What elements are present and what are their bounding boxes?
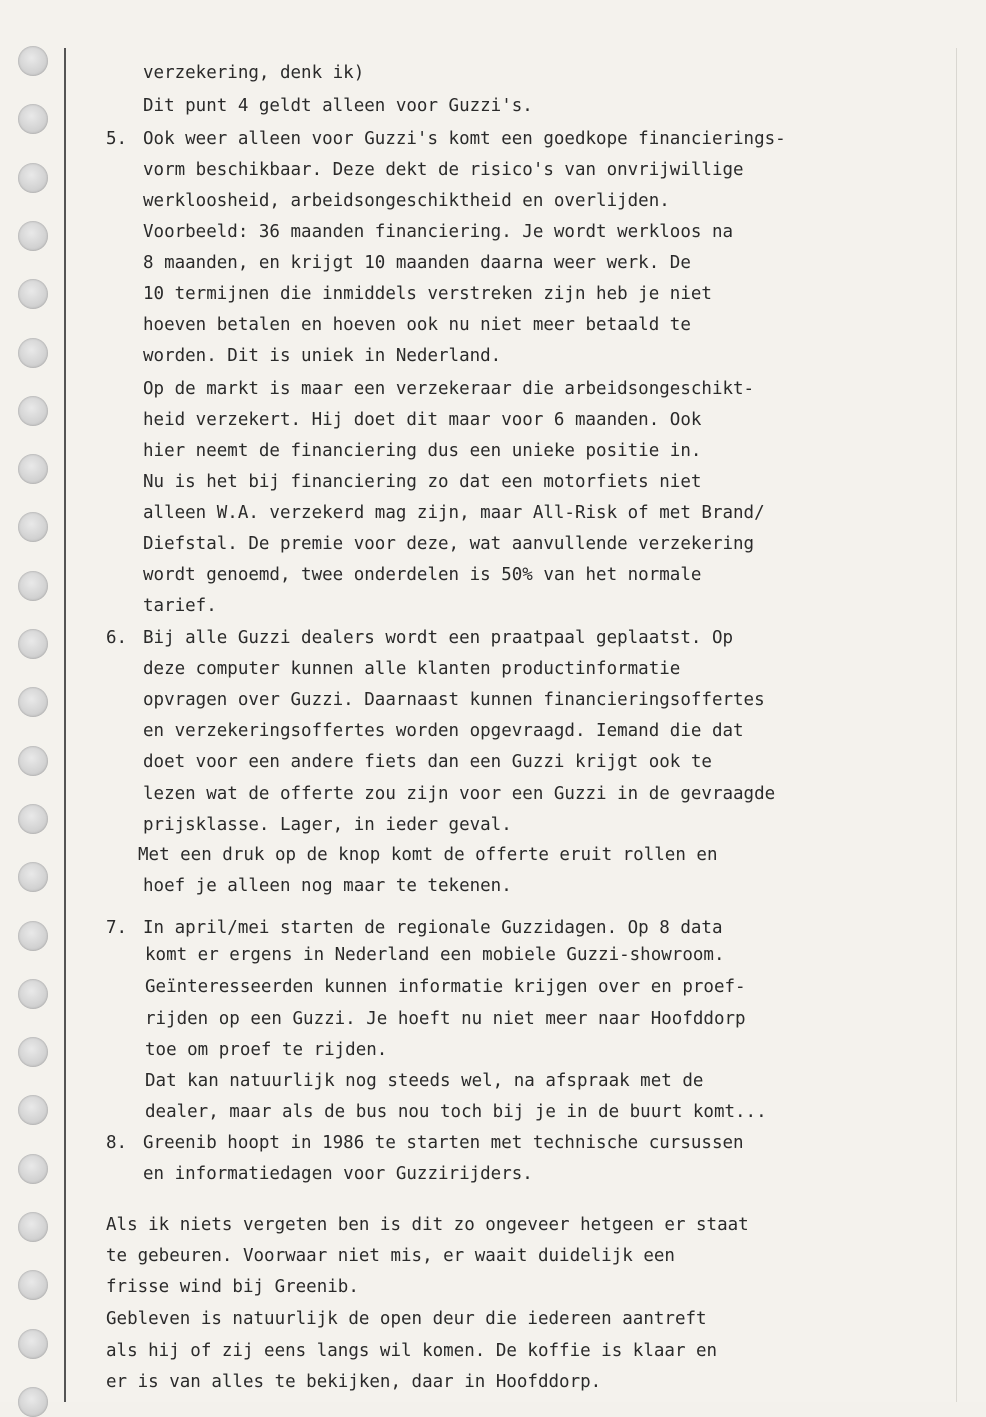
- text-line: Met een druk op de knop komt de offerte eruit rollen en: [138, 845, 718, 865]
- text-line: en verzekeringsoffertes worden opgevraagd. Iemand die dat: [143, 721, 744, 741]
- text-line: Op de markt is maar een verzekeraar die arbeidsongeschikt-: [143, 379, 755, 399]
- text-line: wordt genoemd, twee onderdelen is 50% van het normale: [143, 565, 702, 585]
- text-line: Ook weer alleen voor Guzzi's komt een goedkope financierings-: [143, 129, 786, 149]
- text-line: Nu is het bij financiering zo dat een motorfiets niet: [143, 472, 702, 492]
- text-line: rijden op een Guzzi. Je hoeft nu niet meer naar Hoofddorp: [145, 1009, 746, 1029]
- text-line: als hij of zij eens langs wil komen. De koffie is klaar en: [106, 1341, 718, 1361]
- item-number: 5.: [106, 129, 128, 149]
- text-line: Dat kan natuurlijk nog steeds wel, na afspraak met de: [145, 1071, 704, 1091]
- text-line: 8 maanden, en krijgt 10 maanden daarna weer werk. De: [143, 253, 691, 273]
- text-line: Als ik niets vergeten ben is dit zo ongeveer hetgeen er staat: [106, 1215, 749, 1235]
- text-line: prijsklasse. Lager, in ieder geval.: [143, 815, 512, 835]
- text-line: Greenib hoopt in 1986 te starten met technische cursussen: [143, 1133, 744, 1153]
- text-line: te gebeuren. Voorwaar niet mis, er waait duidelijk een: [106, 1246, 675, 1266]
- text-line: dealer, maar als de bus nou toch bij je in de buurt komt...: [145, 1102, 767, 1122]
- text-line: deze computer kunnen alle klanten productinformatie: [143, 659, 681, 679]
- text-line: hoef je alleen nog maar te tekenen.: [143, 876, 512, 896]
- text-line: Diefstal. De premie voor deze, wat aanvullende verzekering: [143, 534, 755, 554]
- text-line: vorm beschikbaar. Deze dekt de risico's van onvrijwillige: [143, 160, 744, 180]
- text-line: hier neemt de financiering dus een unieke positie in.: [143, 441, 702, 461]
- text-line: frisse wind bij Greenib.: [106, 1277, 359, 1297]
- text-line: verzekering, denk ik): [143, 63, 365, 83]
- text-line: Geïnteresseerden kunnen informatie krijgen over en proef-: [145, 977, 746, 997]
- text-line: Dit punt 4 geldt alleen voor Guzzi's.: [143, 96, 533, 116]
- text-line: opvragen over Guzzi. Daarnaast kunnen financieringsoffertes: [143, 690, 765, 710]
- text-line: worden. Dit is uniek in Nederland.: [143, 346, 502, 366]
- text-line: doet voor een andere fiets dan een Guzzi krijgt ook te: [143, 752, 712, 772]
- text-line: Gebleven is natuurlijk de open deur die iedereen aantreft: [106, 1309, 707, 1329]
- text-line: en informatiedagen voor Guzzirijders.: [143, 1164, 533, 1184]
- text-line: komt er ergens in Nederland een mobiele Guzzi-showroom.: [145, 945, 725, 965]
- text-line: Voorbeeld: 36 maanden financiering. Je wordt werkloos na: [143, 222, 734, 242]
- text-line: heid verzekert. Hij doet dit maar voor 6 maanden. Ook: [143, 410, 702, 430]
- text-line: In april/mei starten de regionale Guzzidagen. Op 8 data: [143, 918, 723, 938]
- item-number: 6.: [106, 628, 128, 648]
- text-line: werkloosheid, arbeidsongeschiktheid en overlijden.: [143, 191, 670, 211]
- text-line: 10 termijnen die inmiddels verstreken zijn heb je niet: [143, 284, 712, 304]
- text-line: alleen W.A. verzekerd mag zijn, maar All-Risk of met Brand/: [143, 503, 765, 523]
- text-line: hoeven betalen en hoeven ook nu niet meer betaald te: [143, 315, 691, 335]
- text-line: tarief.: [143, 596, 217, 616]
- item-number: 8.: [106, 1133, 128, 1153]
- text-line: Bij alle Guzzi dealers wordt een praatpaal geplaatst. Op: [143, 628, 734, 648]
- text-line: toe om proef te rijden.: [145, 1040, 388, 1060]
- text-line: er is van alles te bekijken, daar in Hoofddorp.: [106, 1372, 602, 1392]
- item-number: 7.: [106, 918, 128, 938]
- text-line: lezen wat de offerte zou zijn voor een Guzzi in de gevraagde: [143, 784, 776, 804]
